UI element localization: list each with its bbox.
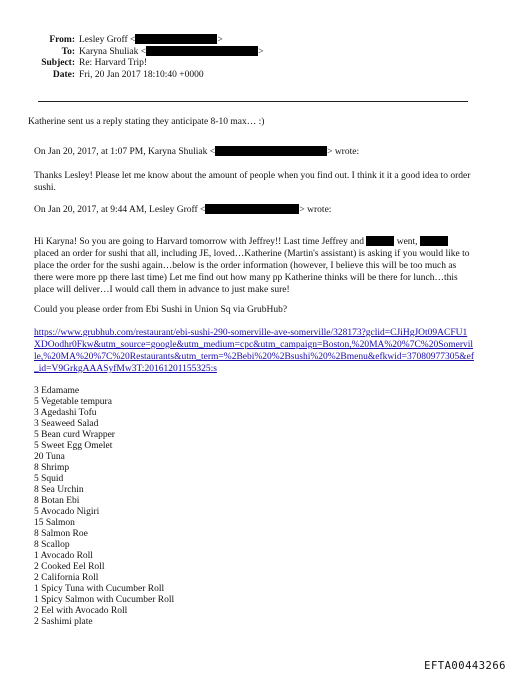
redaction-box: [366, 236, 394, 246]
to-label: To:: [61, 47, 75, 57]
list-item: 8 Scallop: [34, 540, 70, 550]
list-item: 1 Avocado Roll: [34, 551, 93, 561]
redaction-box: [135, 34, 217, 44]
list-item: 3 Agedashi Tofu: [34, 408, 97, 418]
list-item: 3 Edamame: [34, 386, 80, 396]
to-row: [0, 46, 470, 58]
list-item: 5 Bean curd Wrapper: [34, 430, 115, 440]
redaction-box: [146, 46, 258, 56]
list-item: 5 Sweet Egg Omelet: [34, 441, 113, 451]
reply-line: Katherine sent us a reply stating they anticipate 8-10 max… :): [28, 117, 265, 127]
to-value: Karyna Shuliak <: [79, 47, 147, 57]
date-value: Fri, 20 Jan 2017 18:10:40 +0000: [79, 70, 204, 80]
list-item: 2 Cooked Eel Roll: [34, 562, 105, 572]
list-item: 15 Salmon: [34, 518, 75, 528]
from-label: From:: [49, 35, 75, 45]
list-item: 8 Shrimp: [34, 463, 70, 473]
paragraph-part-b: went,: [394, 237, 420, 247]
document-id: EFTA00443266: [424, 660, 506, 672]
list-item: 2 Sashimi plate: [34, 617, 93, 627]
quote2-suffix: > wrote:: [299, 205, 332, 215]
order-list: [34, 386, 334, 628]
quote1-text: Thanks Lesley! Please let me know about the amount of people when you find out. I think it it a good idea to order sushi.: [34, 171, 471, 193]
list-item: 20 Tuna: [34, 452, 65, 462]
paragraph-part-a: Hi Karyna! So you are going to Harvard tomorrow with Jeffrey!! Last time Jeffrey and: [34, 237, 367, 247]
list-item: 8 Botan Ebi: [34, 496, 80, 506]
list-item: 5 Vegetable tempura: [34, 397, 112, 407]
order-question: Could you please order from Ebi Sushi in Union Sq via GrubHub?: [34, 305, 288, 315]
quote2-header: [34, 204, 480, 216]
redaction-box: [205, 204, 299, 214]
message-paragraph: [34, 236, 474, 296]
redaction-box: [420, 236, 448, 246]
header-divider: [38, 101, 468, 102]
grubhub-link[interactable]: https://www.grubhub.com/restaurant/ebi-sushi-290-somerville-ave-somerville/328173?gclid=CJiHgJOt09ACFU1XDOodhr0Fkw&utm_source=google&utm_medium=cpc&utm_campaign=Boston,%20MA%20%7C%20Somerville,%20MA%20%7C%20Restaurants&utm_term=%2Bebi%20%2Bsushi%20%2Bmenu&efkwid=37080977305&ef_id=V9GrkgAAASyfMw3T:20161201155325:s: [34, 328, 475, 374]
redaction-box: [215, 146, 327, 156]
list-item: 2 Eel with Avocado Roll: [34, 606, 128, 616]
subject-row: [0, 58, 470, 69]
date-label: Date:: [52, 70, 75, 80]
list-item: 2 California Roll: [34, 573, 99, 583]
list-item: 8 Sea Urchin: [34, 485, 84, 495]
subject-value: Re: Harvard Trip!: [79, 58, 148, 68]
quote1-suffix: > wrote:: [327, 147, 360, 157]
from-value: Lesley Groff <: [79, 35, 136, 45]
list-item: 1 Spicy Tuna with Cucumber Roll: [34, 584, 165, 594]
to-end: >: [258, 47, 264, 57]
grubhub-link-block: [34, 327, 474, 375]
list-item: 5 Squid: [34, 474, 64, 484]
quote1-header: [34, 146, 480, 158]
list-item: 5 Avocado Nigiri: [34, 507, 100, 517]
from-end: >: [217, 35, 223, 45]
quote1-prefix: On Jan 20, 2017, at 1:07 PM, Karyna Shuliak <: [34, 147, 216, 157]
quote2-prefix: On Jan 20, 2017, at 9:44 AM, Lesley Groff <: [34, 205, 206, 215]
list-item: 1 Spicy Salmon with Cucumber Roll: [34, 595, 175, 605]
paragraph-part-c: placed an order for sushi that all, including JE, loved…Katherine (Martin's assistant) is asking if you would like to place the order for the sushi again…below is the order information (however, I believe this will be too much as there were more pp there last time) Let me find out how many pp Katherine thinks will be there for lunch…this place will deliver…I would call them in advance to just make sure!: [34, 249, 470, 295]
date-row: [0, 70, 470, 81]
subject-label: Subject:: [41, 58, 75, 68]
list-item: 3 Seaweed Salad: [34, 419, 99, 429]
from-row: [0, 34, 470, 46]
list-item: 8 Salmon Roe: [34, 529, 88, 539]
